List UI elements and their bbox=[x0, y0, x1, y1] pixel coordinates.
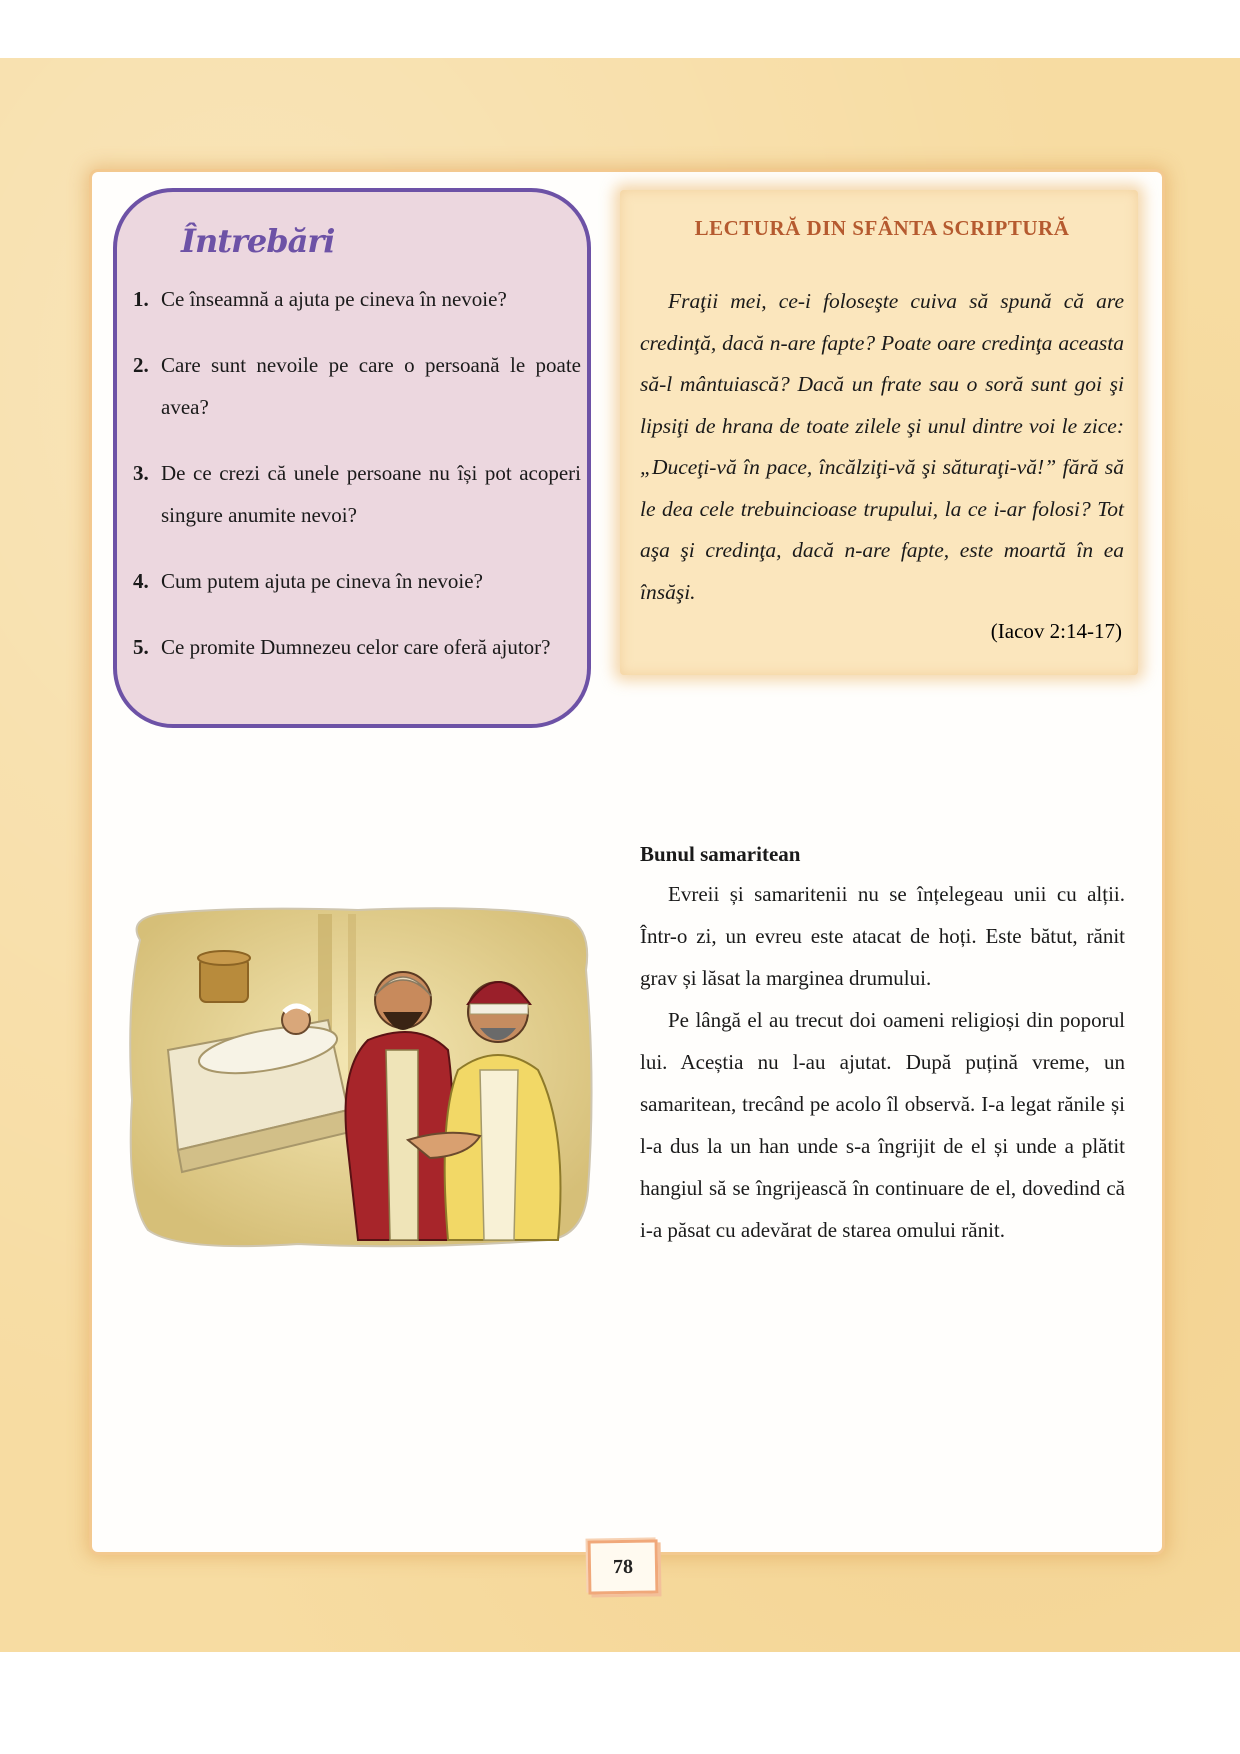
question-number: 4. bbox=[133, 569, 149, 593]
question-item bbox=[133, 278, 581, 320]
question-number: 3. bbox=[133, 461, 149, 485]
question-number: 5. bbox=[133, 635, 149, 659]
story-paragraph: Evreii și samaritenii nu se înțelegeau unii cu alții. Într-o zi, un evreu este atacat de hoți. Este bătut, rănit grav și lăsat la marginea drumului. bbox=[640, 882, 1125, 990]
scripture-box bbox=[620, 190, 1138, 675]
scripture-text: Fraţii mei, ce-i foloseşte cuiva să spună că are credinţă, dacă n-are fapte? Poate oare credinţa aceasta să-l mântuiască? Dacă un frate sau o soră sunt goi şi lipsiţi de hrana de toate zilele şi unul dintre voi le zice: „Duceţi-vă în pace, încălziţi-vă şi săturaţi-vă!” fără să le dea cele trebuincioase trupului, la ce i-ar folosi? Tot aşa şi credinţa, dacă n-are fapte, este moartă în ea însăşi. bbox=[640, 289, 1124, 604]
question-item bbox=[133, 560, 581, 602]
question-text: Ce înseamnă a ajuta pe cineva în nevoie? bbox=[161, 287, 507, 311]
question-text: De ce crezi că unele persoane nu își pot acoperi singure anumite nevoi? bbox=[161, 461, 581, 527]
page-number-box bbox=[588, 1539, 659, 1594]
question-text: Care sunt nevoile pe care o persoană le poate avea? bbox=[161, 353, 581, 419]
scripture-reference: (Iacov 2:14-17) bbox=[990, 619, 1122, 643]
questions-box bbox=[113, 188, 591, 728]
question-item bbox=[133, 344, 581, 428]
story-section bbox=[640, 842, 1125, 1251]
story-paragraph: Pe lângă el au trecut doi oameni religioși din poporul lui. Aceștia nu l-au ajutat. După puțină vreme, un samaritean, trecând pe acolo îl observă. I-a legat rănile și l-a dus la un han unde s-a îngrijit de el și unde a plătit hangiul să se îngrijească în continuare de el, dovedind că i-a păsat cu adevărat de starea omului rănit. bbox=[640, 1008, 1125, 1242]
question-text: Ce promite Dumnezeu celor care oferă ajutor? bbox=[161, 635, 551, 659]
questions-list bbox=[133, 278, 581, 668]
story-title: Bunul samaritean bbox=[640, 842, 801, 866]
questions-title: Întrebări bbox=[181, 222, 335, 260]
good-samaritan-illustration bbox=[118, 900, 598, 1260]
question-item bbox=[133, 452, 581, 536]
scripture-title: LECTURĂ DIN SFÂNTA SCRIPTURĂ bbox=[694, 216, 1070, 240]
question-number: 1. bbox=[133, 287, 149, 311]
question-number: 2. bbox=[133, 353, 149, 377]
page-number: 78 bbox=[612, 1555, 634, 1578]
question-item bbox=[133, 626, 581, 668]
question-text: Cum putem ajuta pe cineva în nevoie? bbox=[161, 569, 483, 593]
